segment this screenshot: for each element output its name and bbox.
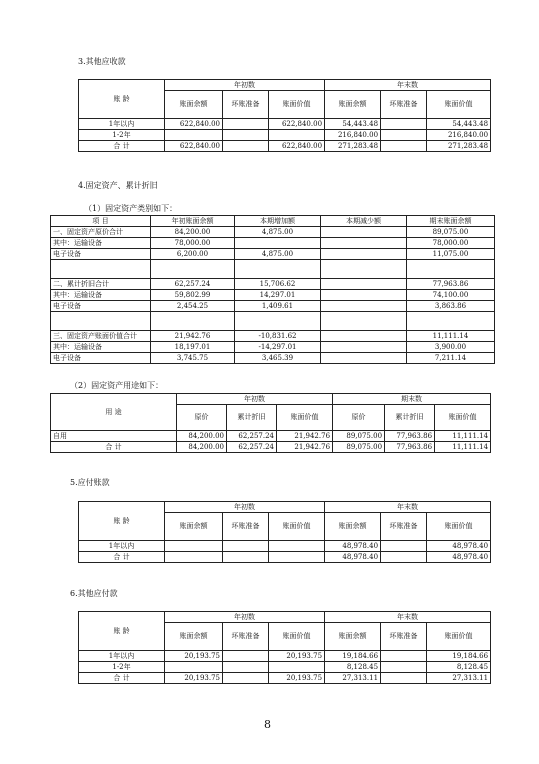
cell: 自用 (51, 431, 177, 442)
table-row (51, 342, 495, 353)
cell: 216,840.00 (427, 130, 491, 141)
cell (321, 279, 407, 290)
cell (321, 301, 407, 312)
cell: 21,942.76 (277, 431, 333, 442)
header-book: 账面价值 (269, 91, 325, 119)
header-begin-balance: 年初账面余额 (151, 216, 235, 227)
header-balance: 账面余额 (165, 623, 223, 651)
header-book: 账面价值 (435, 405, 491, 431)
cell: 271,283.48 (427, 141, 491, 152)
cell: 11,111.14 (435, 442, 491, 453)
cell: 84,200.00 (177, 431, 227, 442)
cell: 62,257.24 (227, 431, 277, 442)
cell (381, 119, 427, 130)
cell: 8,128.45 (427, 662, 491, 673)
cell: 48,978.40 (325, 552, 381, 563)
header-book: 账面价值 (269, 623, 325, 651)
table-row (51, 431, 491, 442)
header-bad-debt: 坏账准备 (223, 513, 269, 541)
cell (269, 541, 325, 552)
table-row (79, 119, 491, 130)
cell (235, 260, 321, 279)
header-bad-debt: 坏账准备 (381, 513, 427, 541)
cell: 21,942.76 (277, 442, 333, 453)
header-balance: 账面余额 (325, 513, 381, 541)
table-row (51, 442, 491, 453)
header-item: 项 目 (51, 216, 151, 227)
header-end: 期末数 (333, 394, 491, 405)
cell (381, 662, 427, 673)
cell (321, 249, 407, 260)
cell (165, 541, 223, 552)
cell: 1,409.61 (235, 301, 321, 312)
cell: 11,075.00 (407, 249, 495, 260)
cell (151, 312, 235, 331)
table-row (51, 290, 495, 301)
cell (235, 238, 321, 249)
section-4-sub2: （2）固定资产用途如下： (70, 381, 164, 390)
cell: 48,978.40 (427, 552, 491, 563)
cell: -10,831.62 (235, 331, 321, 342)
cell (381, 130, 427, 141)
header-end: 年末数 (325, 502, 491, 513)
cell (407, 260, 495, 279)
header-decrease: 本期减少额 (321, 216, 407, 227)
cell (165, 130, 223, 141)
cell: 59,802.99 (151, 290, 235, 301)
cell (223, 662, 269, 673)
header-bad-debt: 坏账准备 (223, 623, 269, 651)
cell (269, 662, 325, 673)
header-book: 账面价值 (427, 91, 491, 119)
cell: 78,000.00 (407, 238, 495, 249)
table-row (51, 301, 495, 312)
cell: 6,200.00 (151, 249, 235, 260)
fixed-assets-table (50, 215, 495, 364)
table-row (79, 541, 491, 552)
table-row (79, 141, 491, 152)
cell (223, 141, 269, 152)
cell: 48,978.40 (427, 541, 491, 552)
section-5-title: 5.应付账款 (70, 478, 110, 487)
table-row (51, 249, 495, 260)
header-balance: 账面余额 (325, 623, 381, 651)
cell: 78,000.00 (151, 238, 235, 249)
header-book: 账面价值 (427, 623, 491, 651)
cell: 合 计 (51, 442, 177, 453)
cell (381, 651, 427, 662)
cell: 1年以内 (79, 119, 165, 130)
table-row (51, 353, 495, 364)
cell: 1-2年 (79, 662, 165, 673)
cell: 77,963.86 (385, 431, 435, 442)
cell (381, 673, 427, 684)
table-row (51, 279, 495, 290)
cell (321, 227, 407, 238)
cell: 77,963.86 (407, 279, 495, 290)
cell: 77,963.86 (385, 442, 435, 453)
cell: 其中：运输设备 (51, 342, 151, 353)
cell: 216,840.00 (325, 130, 381, 141)
cell (51, 312, 151, 331)
cell: 二、累计折旧合计 (51, 279, 151, 290)
cell: 18,197.01 (151, 342, 235, 353)
cell: 62,257.24 (227, 442, 277, 453)
header-dep: 累计折旧 (385, 405, 435, 431)
table-row (79, 552, 491, 563)
cell (321, 260, 407, 279)
cell (321, 331, 407, 342)
other-payables-table (78, 611, 491, 684)
header-book: 账面价值 (427, 513, 491, 541)
cell: 3,745.75 (151, 353, 235, 364)
cell (223, 119, 269, 130)
header-book: 账面价值 (277, 405, 333, 431)
section-4-sub1: （1）固定资产类别如下： (84, 204, 178, 213)
cell (223, 541, 269, 552)
cell (223, 673, 269, 684)
cell: 20,193.75 (269, 673, 325, 684)
cell: 622,840.00 (269, 141, 325, 152)
cell: 622,840.00 (165, 141, 223, 152)
cell (381, 141, 427, 152)
cell (321, 353, 407, 364)
cell (381, 552, 427, 563)
header-orig: 原价 (177, 405, 227, 431)
cell: 一、固定资产原价合计 (51, 227, 151, 238)
cell: 3,465.39 (235, 353, 321, 364)
header-begin: 年初数 (177, 394, 333, 405)
header-dep: 累计折旧 (227, 405, 277, 431)
other-receivables-table (78, 79, 491, 152)
header-bad-debt: 坏账准备 (381, 623, 427, 651)
cell (223, 130, 269, 141)
cell: 4,875.00 (235, 249, 321, 260)
page-number: 8 (264, 718, 271, 731)
cell: 84,200.00 (151, 227, 235, 238)
header-age: 账 龄 (79, 80, 165, 119)
table-row (79, 651, 491, 662)
cell: 19,184.66 (325, 651, 381, 662)
cell: 15,706.62 (235, 279, 321, 290)
cell: 21,942.76 (151, 331, 235, 342)
cell: 622,840.00 (165, 119, 223, 130)
cell: 14,297.01 (235, 290, 321, 301)
cell: 19,184.66 (427, 651, 491, 662)
header-age: 账 龄 (79, 612, 165, 651)
cell (321, 290, 407, 301)
cell: 74,100.00 (407, 290, 495, 301)
header-use: 用 途 (51, 394, 177, 431)
fixed-assets-use-table (50, 393, 491, 453)
table-row (79, 673, 491, 684)
cell (321, 238, 407, 249)
cell (223, 552, 269, 563)
table-row (79, 130, 491, 141)
table-row (51, 312, 495, 331)
cell (381, 541, 427, 552)
cell: 其中：运输设备 (51, 238, 151, 249)
header-balance: 账面余额 (165, 91, 223, 119)
cell (269, 130, 325, 141)
cell: 84,200.00 (177, 442, 227, 453)
header-end-balance: 期末账面余额 (407, 216, 495, 227)
cell: 20,193.75 (269, 651, 325, 662)
cell: 271,283.48 (325, 141, 381, 152)
section-6-title: 6.其他应付款 (70, 589, 118, 598)
cell: 54,443.48 (325, 119, 381, 130)
header-increase: 本期增加额 (235, 216, 321, 227)
cell (269, 552, 325, 563)
header-end: 年末数 (325, 80, 491, 91)
section-3-title: 3.其他应收款 (78, 57, 126, 66)
cell: 20,193.75 (165, 651, 223, 662)
cell: 1年以内 (79, 651, 165, 662)
cell: 7,211.14 (407, 353, 495, 364)
cell (223, 651, 269, 662)
cell: 合 计 (79, 673, 165, 684)
cell: 合 计 (79, 552, 165, 563)
cell (51, 260, 151, 279)
cell (165, 662, 223, 673)
header-age: 账 龄 (79, 502, 165, 541)
header-orig: 原价 (333, 405, 385, 431)
header-begin: 年初数 (165, 80, 325, 91)
header-bad-debt: 坏账准备 (223, 91, 269, 119)
cell: 三、固定资产账面价值合计 (51, 331, 151, 342)
section-4-title: 4.固定资产、累计折旧 (78, 181, 158, 190)
cell (151, 260, 235, 279)
header-balance: 账面余额 (165, 513, 223, 541)
cell: 电子设备 (51, 301, 151, 312)
header-book: 账面价值 (269, 513, 325, 541)
table-row (51, 238, 495, 249)
cell: 1年以内 (79, 541, 165, 552)
cell: 3,863.86 (407, 301, 495, 312)
cell: -14,297.01 (235, 342, 321, 353)
cell: 2,454.25 (151, 301, 235, 312)
table-row (51, 227, 495, 238)
cell: 89,075.00 (333, 431, 385, 442)
table-row (51, 260, 495, 279)
header-bad-debt: 坏账准备 (381, 91, 427, 119)
header-begin: 年初数 (165, 502, 325, 513)
cell: 4,875.00 (235, 227, 321, 238)
cell (321, 312, 407, 331)
accounts-payable-table (78, 501, 491, 563)
table-row (51, 331, 495, 342)
header-end: 年末数 (325, 612, 491, 623)
cell: 89,075.00 (407, 227, 495, 238)
cell: 电子设备 (51, 353, 151, 364)
cell: 11,111.14 (435, 431, 491, 442)
cell: 11,111.14 (407, 331, 495, 342)
cell (165, 552, 223, 563)
cell: 20,193.75 (165, 673, 223, 684)
cell: 27,313.11 (325, 673, 381, 684)
cell (235, 312, 321, 331)
cell: 其中：运输设备 (51, 290, 151, 301)
cell: 27,313.11 (427, 673, 491, 684)
header-balance: 账面余额 (325, 91, 381, 119)
cell: 622,840.00 (269, 119, 325, 130)
cell (407, 312, 495, 331)
cell: 89,075.00 (333, 442, 385, 453)
cell: 54,443.48 (427, 119, 491, 130)
table-row (79, 662, 491, 673)
cell: 合 计 (79, 141, 165, 152)
cell: 62,257.24 (151, 279, 235, 290)
cell: 3,900.00 (407, 342, 495, 353)
cell: 8,128.45 (325, 662, 381, 673)
cell: 1-2年 (79, 130, 165, 141)
cell (321, 342, 407, 353)
cell: 48,978.40 (325, 541, 381, 552)
header-begin: 年初数 (165, 612, 325, 623)
cell: 电子设备 (51, 249, 151, 260)
